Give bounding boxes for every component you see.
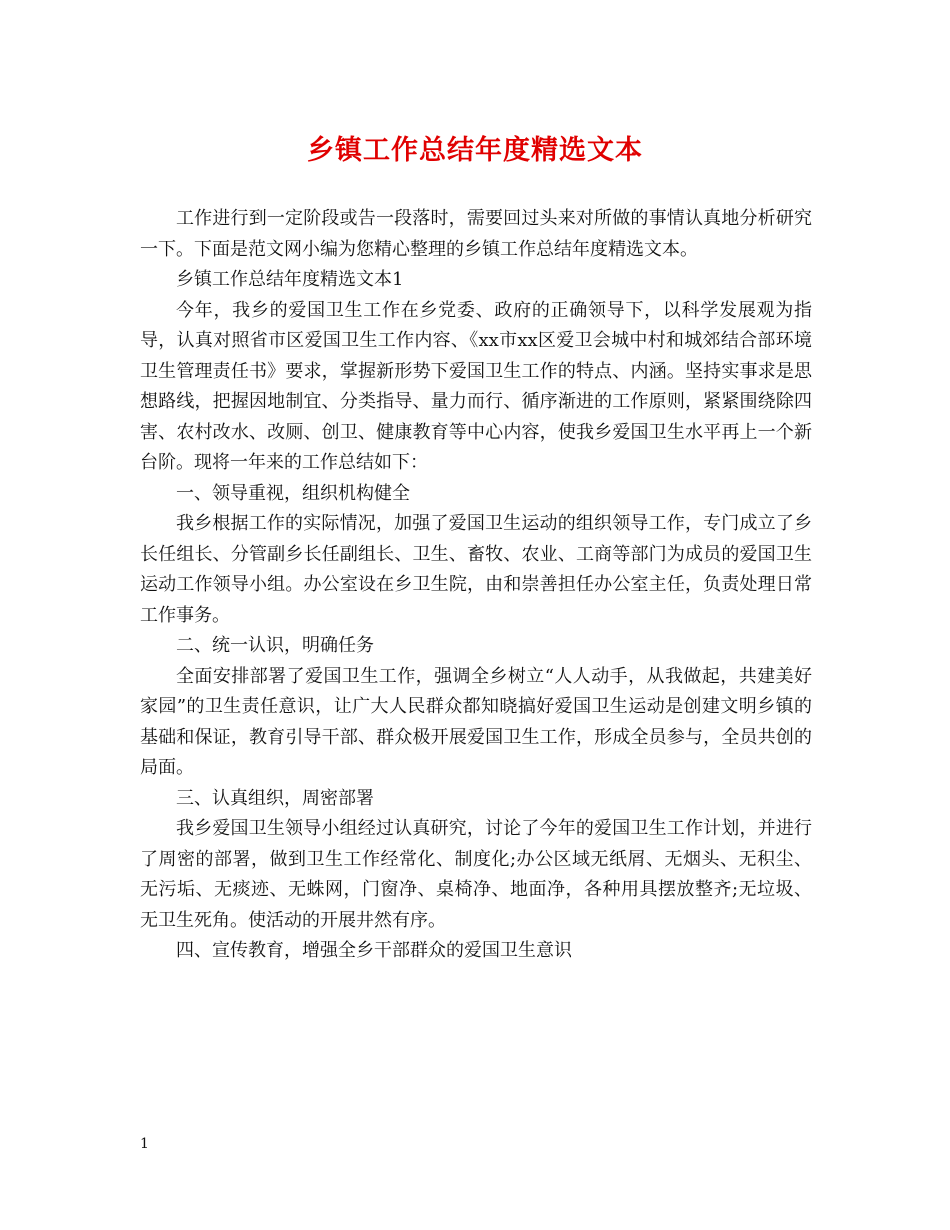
paragraph: 我乡爱国卫生领导小组经过认真研究，讨论了今年的爱国卫生工作计划，并进行了周密的部署，做到卫生工作经常化、制度化;办公区域无纸屑、无烟头、无积尘、无污垢、无痰迹、无蛛网，门窗净、桌椅净、地面净，各种用具摆放整齐;无垃圾、无卫生死角。使活动的开展井然有序。 (140, 818, 812, 931)
section-heading: 三、认真组织，周密部署 (176, 787, 374, 809)
paragraph: 全面安排部署了爱国卫生工作，强调全乡树立“人人动手，从我做起，共建美好家园”的卫生责任意识，让广大人民群众都知晓搞好爱国卫生运动是创建文明乡镇的基础和保证，教育引导干部、群众极开展爱国卫生工作，形成全员参与，全员共创的局面。 (140, 665, 812, 778)
paragraph: 今年，我乡的爱国卫生工作在乡党委、政府的正确领导下，以科学发展观为指导，认真对照省市区爱国卫生工作内容、《xx市xx区爱卫会城中村和城郊结合部环境卫生管理责任书》要求，掌握新形势下爱国卫生工作的特点、内涵。坚持实事求是思想路线，把握因地制宜、分类指导、量力而行、循序渐进的工作原则，紧紧围绕除四害、农村改水、改厕、创卫、健康教育等中心内容，使我乡爱国卫生水平再上一个新台阶。现将一年来的工作总结如下： (140, 299, 812, 473)
section-heading: 一、领导重视，组织机构健全 (176, 482, 410, 504)
document-title: 乡镇工作总结年度精选文本 (307, 135, 643, 166)
section-heading: 四、宣传教育，增强全乡干部群众的爱国卫生意识 (176, 940, 572, 961)
section-heading: 乡镇工作总结年度精选文本1 (176, 269, 404, 290)
section-heading: 二、统一认识，明确任务 (176, 635, 374, 656)
paragraph: 工作进行到一定阶段或告一段落时，需要回过头来对所做的事情认真地分析研究一下。下面是范文网小编为您精心整理的乡镇工作总结年度精选文本。 (140, 208, 812, 260)
paragraph: 我乡根据工作的实际情况，加强了爱国卫生运动的组织领导工作，专门成立了乡长任组长、分管副乡长任副组长、卫生、畜牧、农业、工商等部门为成员的爱国卫生运动工作领导小组。办公室设在乡卫生院，由和崇善担任办公室主任，负责处理日常工作事务。 (140, 513, 812, 626)
page-number: 1 (140, 1136, 149, 1152)
document-body (140, 204, 812, 967)
